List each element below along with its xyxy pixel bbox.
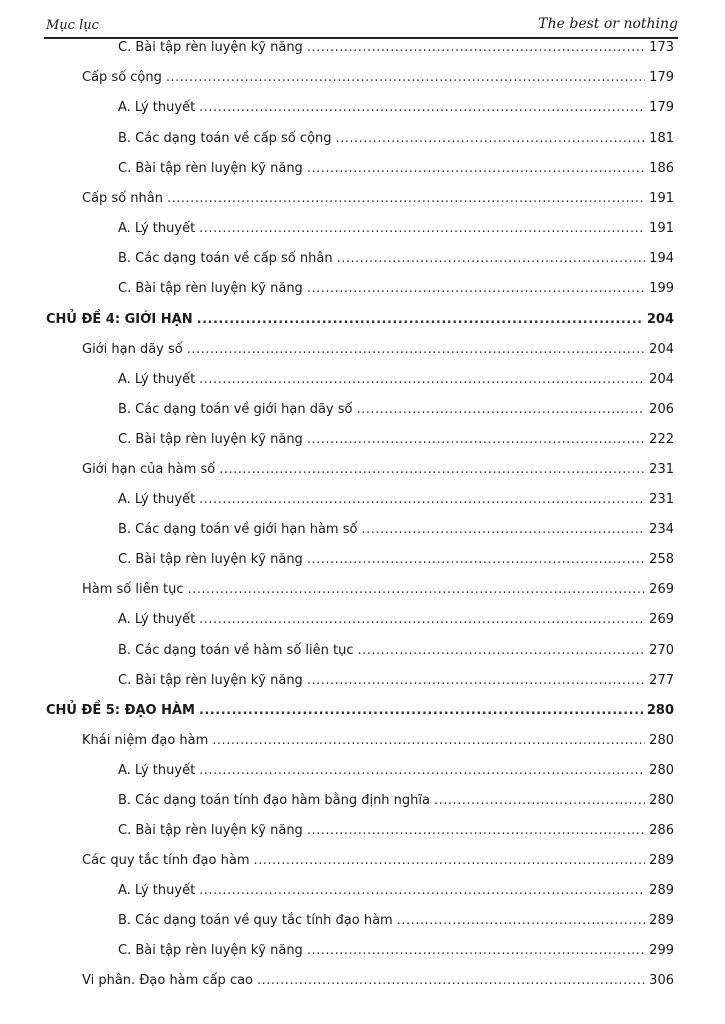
toc-leader-dots [199, 761, 645, 781]
toc-entry-page: 199 [649, 281, 674, 296]
toc-entry-label: A. Lý thuyết [118, 221, 196, 236]
toc-leader-dots [336, 129, 646, 149]
toc-leader-dots [307, 821, 645, 841]
toc-entry-label: Các quy tắc tính đạo hàm [82, 853, 250, 868]
toc-entry-label: A. Lý thuyết [118, 883, 196, 898]
toc-leader-dots [307, 550, 645, 570]
toc-entry-label: Cấp số cộng [82, 70, 162, 85]
toc-entry [118, 550, 674, 570]
toc-leader-dots [257, 971, 645, 991]
toc-chapter-label: CHỦ ĐỀ 4: GIỚI HẠN [46, 312, 193, 327]
toc-entry-label: B. Các dạng toán về cấp số nhân [118, 251, 333, 266]
toc-entry-label: A. Lý thuyết [118, 763, 196, 778]
toc-leader-dots [199, 370, 645, 390]
page-header [44, 15, 678, 39]
toc-leader-dots [212, 731, 645, 751]
toc-entry [118, 98, 674, 118]
toc-entry-label: C. Bài tập rèn luyện kỹ năng [118, 552, 303, 567]
toc-entry [82, 971, 674, 991]
toc-entry-page: 277 [649, 673, 674, 688]
toc-entry [82, 189, 674, 209]
toc-leader-dots [187, 340, 645, 360]
toc-entry-page: 286 [649, 823, 674, 838]
toc-entry-label: B. Các dạng toán về quy tắc tính đạo hàm [118, 913, 393, 928]
toc-entry-label: B. Các dạng toán về giới hạn hàm số [118, 522, 358, 537]
toc-entry [118, 219, 674, 239]
toc-leader-dots [307, 941, 645, 961]
toc-entry-page: 234 [649, 522, 674, 537]
toc-entry [118, 279, 674, 299]
toc-entry [118, 610, 674, 630]
toc-entry [82, 68, 674, 88]
toc-entry-page: 222 [649, 432, 674, 447]
toc-entry-label: Hàm số liên tục [82, 582, 184, 597]
toc-entry-page: 204 [649, 342, 674, 357]
toc-entry [118, 249, 674, 269]
toc-entry [82, 851, 674, 871]
toc-entry [118, 941, 674, 961]
toc-entry [118, 430, 674, 450]
toc-leader-dots [199, 701, 643, 721]
toc-entry [118, 791, 674, 811]
toc-leader-dots [166, 68, 645, 88]
toc-entry [118, 38, 674, 58]
toc-leader-dots [199, 219, 645, 239]
toc-entry-page: 269 [649, 612, 674, 627]
toc-entry-label: A. Lý thuyết [118, 100, 196, 115]
toc-entry-label: C. Bài tập rèn luyện kỹ năng [118, 943, 303, 958]
toc-entry [118, 761, 674, 781]
toc-leader-dots [187, 580, 645, 600]
toc-entry-page: 299 [649, 943, 674, 958]
toc-entry-page: 204 [649, 372, 674, 387]
toc-leader-dots [199, 610, 645, 630]
toc-entry-page: 231 [649, 462, 674, 477]
header-section-title: Mục lục [46, 18, 99, 33]
toc-entry [118, 881, 674, 901]
toc-leader-dots [307, 430, 645, 450]
toc-entry-label: Khái niệm đạo hàm [82, 733, 209, 748]
toc-entry-page: 194 [649, 251, 674, 266]
toc-entry-page: 206 [649, 402, 674, 417]
toc-entry-page: 280 [649, 793, 674, 808]
toc-leader-dots [361, 520, 645, 540]
toc-leader-dots [307, 279, 645, 299]
toc-entry-page: 289 [649, 913, 674, 928]
toc-entry-page: 179 [649, 70, 674, 85]
toc-entry-page: 186 [649, 161, 674, 176]
toc-entry-label: C. Bài tập rèn luyện kỹ năng [118, 432, 303, 447]
toc-chapter [46, 701, 674, 721]
toc-entry [82, 460, 674, 480]
toc-entry-label: B. Các dạng toán về hàm số liên tục [118, 643, 354, 658]
toc-entry [82, 340, 674, 360]
toc-entry-label: C. Bài tập rèn luyện kỹ năng [118, 823, 303, 838]
toc-entry-page: 173 [649, 40, 674, 55]
toc-entry [118, 821, 674, 841]
toc-entry [118, 400, 674, 420]
toc-entry-page: 289 [649, 853, 674, 868]
toc-entry-page: 191 [649, 191, 674, 206]
toc-entry-page: 179 [649, 100, 674, 115]
toc-leader-dots [199, 490, 645, 510]
toc-entry-label: Giới hạn của hàm số [82, 462, 216, 477]
toc-leader-dots [197, 310, 643, 330]
toc-leader-dots [358, 641, 646, 661]
toc-entry-label: B. Các dạng toán về giới hạn dãy số [118, 402, 353, 417]
toc-leader-dots [307, 671, 645, 691]
toc-leader-dots [434, 791, 645, 811]
toc-entry-label: A. Lý thuyết [118, 612, 196, 627]
toc-entry-label: A. Lý thuyết [118, 492, 196, 507]
toc-entry-page: 280 [649, 763, 674, 778]
toc-entry-label: Cấp số nhân [82, 191, 163, 206]
toc-entry [118, 159, 674, 179]
toc-entry-page: 231 [649, 492, 674, 507]
toc-entry [118, 911, 674, 931]
toc-entry-label: C. Bài tập rèn luyện kỹ năng [118, 40, 303, 55]
toc-entry-page: 306 [649, 973, 674, 988]
toc-leader-dots [307, 38, 645, 58]
toc-entry [118, 490, 674, 510]
toc-entry-label: C. Bài tập rèn luyện kỹ năng [118, 161, 303, 176]
toc-leader-dots [253, 851, 645, 871]
toc-leader-dots [199, 881, 645, 901]
toc-entry-label: A. Lý thuyết [118, 372, 196, 387]
toc-leader-dots [397, 911, 645, 931]
toc-entry-page: 181 [649, 131, 674, 146]
toc-entry-page: 191 [649, 221, 674, 236]
toc-entry-label: Giới hạn dãy số [82, 342, 183, 357]
toc-entry [82, 580, 674, 600]
toc-entry [82, 731, 674, 751]
toc-leader-dots [199, 98, 645, 118]
toc-leader-dots [337, 249, 646, 269]
toc-entry-label: C. Bài tập rèn luyện kỹ năng [118, 673, 303, 688]
toc-entry-page: 270 [649, 643, 674, 658]
toc-entry-label: C. Bài tập rèn luyện kỹ năng [118, 281, 303, 296]
toc-entry-page: 258 [649, 552, 674, 567]
header-motto: The best or nothing [538, 16, 678, 32]
toc-leader-dots [307, 159, 645, 179]
toc-entry-page: 289 [649, 883, 674, 898]
toc-entry-label: B. Các dạng toán về cấp số cộng [118, 131, 332, 146]
toc-entry [118, 671, 674, 691]
toc-entry [118, 520, 674, 540]
toc-entry [118, 641, 674, 661]
toc-entry-page: 269 [649, 582, 674, 597]
toc-entry [118, 370, 674, 390]
toc-chapter-page: 280 [646, 703, 674, 718]
toc-leader-dots [167, 189, 645, 209]
toc-entry-page: 280 [649, 733, 674, 748]
toc-chapter-page: 204 [646, 312, 674, 327]
toc-entry [118, 129, 674, 149]
toc-entry-label: Vi phân. Đạo hàm cấp cao [82, 973, 254, 988]
toc-chapter-label: CHỦ ĐỀ 5: ĐẠO HÀM [46, 703, 195, 718]
toc-leader-dots [219, 460, 645, 480]
toc-chapter [46, 310, 674, 330]
toc-leader-dots [356, 400, 645, 420]
toc-entry-label: B. Các dạng toán tính đạo hàm bằng định nghĩa [118, 793, 430, 808]
